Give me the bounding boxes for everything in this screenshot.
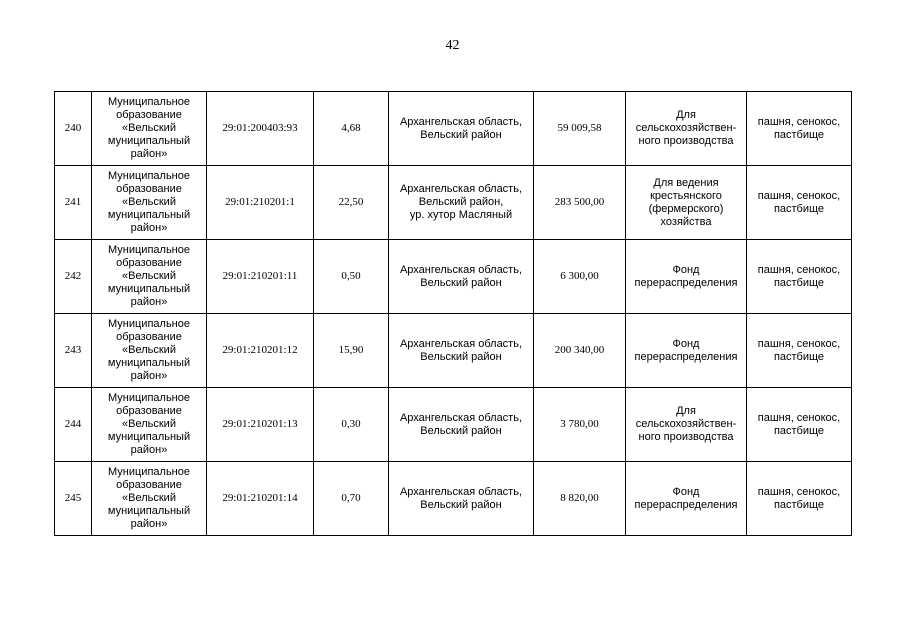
land-usage-cell (747, 92, 852, 166)
table-row (55, 92, 852, 166)
owner-line: образование (116, 257, 182, 269)
table-row (55, 388, 852, 462)
cadastral-number-cell: 29:01:210201:14 (207, 462, 314, 536)
row-number-cell: 242 (55, 240, 92, 314)
table-row (55, 240, 852, 314)
owner-cell (92, 462, 207, 536)
owner-line: образование (116, 405, 182, 417)
purpose-line: Для (676, 109, 696, 121)
row-number-cell: 245 (55, 462, 92, 536)
location-line: Архангельская область, (399, 411, 523, 424)
owner-line: Муниципальное (108, 318, 190, 330)
owner-line: «Вельский (122, 270, 176, 282)
owner-line: район» (130, 296, 168, 308)
owner-line: образование (116, 183, 182, 195)
purpose-cell (626, 92, 747, 166)
purpose-line: перераспределения (634, 276, 738, 289)
area-cell: 4,68 (314, 92, 389, 166)
purpose-line: Фонд (672, 485, 700, 498)
land-usage-cell (747, 166, 852, 240)
owner-line: образование (116, 331, 182, 343)
row-number-cell: 244 (55, 388, 92, 462)
location-line: Вельский район (420, 498, 502, 511)
owner-line: район» (130, 222, 168, 234)
area-cell: 0,70 (314, 462, 389, 536)
row-number-cell: 240 (55, 92, 92, 166)
area-cell: 22,50 (314, 166, 389, 240)
purpose-line: ного производства (638, 135, 734, 147)
location-line: Архангельская область, (399, 183, 523, 195)
cadastral-number-cell: 29:01:200403:93 (207, 92, 314, 166)
cadastral-value-cell: 6 300,00 (534, 240, 626, 314)
owner-line: «Вельский (122, 492, 176, 504)
usage-line: пашня, сенокос, (757, 411, 841, 424)
owner-cell (92, 314, 207, 388)
owner-line: образование (116, 109, 182, 121)
location-cell (389, 92, 534, 166)
usage-line: пастбище (773, 128, 825, 141)
purpose-cell (626, 166, 747, 240)
owner-line: Муниципальное (108, 96, 190, 108)
purpose-line: Фонд (672, 337, 700, 350)
location-line: ур. хутор Масляный (409, 209, 513, 221)
owner-line: «Вельский (122, 418, 176, 430)
location-line: Вельский район, (418, 196, 504, 208)
purpose-cell (626, 462, 747, 536)
purpose-cell (626, 240, 747, 314)
purpose-line: Для ведения (653, 176, 719, 189)
location-line: Архангельская область, (399, 485, 523, 498)
owner-line: муниципальный (107, 283, 191, 295)
owner-line: муниципальный (107, 505, 191, 517)
page-number: 42 (445, 38, 460, 53)
owner-line: район» (130, 518, 168, 530)
row-number-cell: 243 (55, 314, 92, 388)
purpose-line: сельскохозяйствен- (635, 122, 737, 134)
cadastral-number-cell: 29:01:210201:13 (207, 388, 314, 462)
owner-line: «Вельский (122, 122, 176, 134)
usage-line: пашня, сенокос, (757, 189, 841, 202)
location-line: Архангельская область, (399, 337, 523, 350)
land-plots-table (54, 91, 852, 536)
area-cell: 0,50 (314, 240, 389, 314)
owner-line: «Вельский (122, 344, 176, 356)
location-line: Вельский район (420, 424, 502, 437)
location-line: Архангельская область, (399, 115, 523, 128)
owner-line: муниципальный (107, 357, 191, 369)
owner-line: район» (130, 148, 168, 160)
cadastral-number-cell: 29:01:210201:12 (207, 314, 314, 388)
purpose-line: Для (676, 405, 696, 417)
owner-cell (92, 166, 207, 240)
location-line: Архангельская область, (399, 263, 523, 276)
usage-line: пашня, сенокос, (757, 263, 841, 276)
usage-line: пастбище (773, 424, 825, 437)
cadastral-value-cell: 59 009,58 (534, 92, 626, 166)
row-number-cell: 241 (55, 166, 92, 240)
owner-line: район» (130, 370, 168, 382)
purpose-line: крестьянского (650, 189, 722, 202)
purpose-line: ного производства (638, 431, 734, 443)
usage-line: пашня, сенокос, (757, 115, 841, 128)
land-usage-cell (747, 462, 852, 536)
owner-line: Муниципальное (108, 244, 190, 256)
area-cell: 15,90 (314, 314, 389, 388)
purpose-cell (626, 388, 747, 462)
purpose-line: сельскохозяйствен- (635, 418, 737, 430)
usage-line: пастбище (773, 350, 825, 363)
table-row (55, 314, 852, 388)
owner-line: муниципальный (107, 209, 191, 221)
owner-line: Муниципальное (108, 170, 190, 182)
purpose-cell (626, 314, 747, 388)
cadastral-value-cell: 283 500,00 (534, 166, 626, 240)
cadastral-number-cell: 29:01:210201:1 (207, 166, 314, 240)
owner-line: муниципальный (107, 135, 191, 147)
owner-line: Муниципальное (108, 466, 190, 478)
owner-cell (92, 240, 207, 314)
owner-line: район» (130, 444, 168, 456)
land-usage-cell (747, 240, 852, 314)
location-cell (389, 462, 534, 536)
location-cell (389, 388, 534, 462)
owner-line: образование (116, 479, 182, 491)
location-cell (389, 314, 534, 388)
owner-line: муниципальный (107, 431, 191, 443)
usage-line: пастбище (773, 276, 825, 289)
owner-cell (92, 388, 207, 462)
usage-line: пашня, сенокос, (757, 337, 841, 350)
owner-line: Муниципальное (108, 392, 190, 404)
location-line: Вельский район (420, 350, 502, 363)
land-usage-cell (747, 314, 852, 388)
location-line: Вельский район (420, 128, 502, 141)
cadastral-value-cell: 3 780,00 (534, 388, 626, 462)
table-row (55, 462, 852, 536)
purpose-line: (фермерского) (648, 202, 724, 215)
location-line: Вельский район (420, 276, 502, 289)
cadastral-value-cell: 200 340,00 (534, 314, 626, 388)
purpose-line: Фонд (672, 263, 700, 276)
cadastral-number-cell: 29:01:210201:11 (207, 240, 314, 314)
usage-line: пастбище (773, 202, 825, 215)
purpose-line: перераспределения (634, 350, 738, 363)
cadastral-value-cell: 8 820,00 (534, 462, 626, 536)
table-row (55, 166, 852, 240)
purpose-line: хозяйства (660, 215, 712, 228)
usage-line: пашня, сенокос, (757, 485, 841, 498)
owner-line: «Вельский (122, 196, 176, 208)
land-usage-cell (747, 388, 852, 462)
location-cell (389, 166, 534, 240)
owner-cell (92, 92, 207, 166)
usage-line: пастбище (773, 498, 825, 511)
location-cell (389, 240, 534, 314)
area-cell: 0,30 (314, 388, 389, 462)
table-body (55, 92, 852, 536)
purpose-line: перераспределения (634, 498, 738, 511)
